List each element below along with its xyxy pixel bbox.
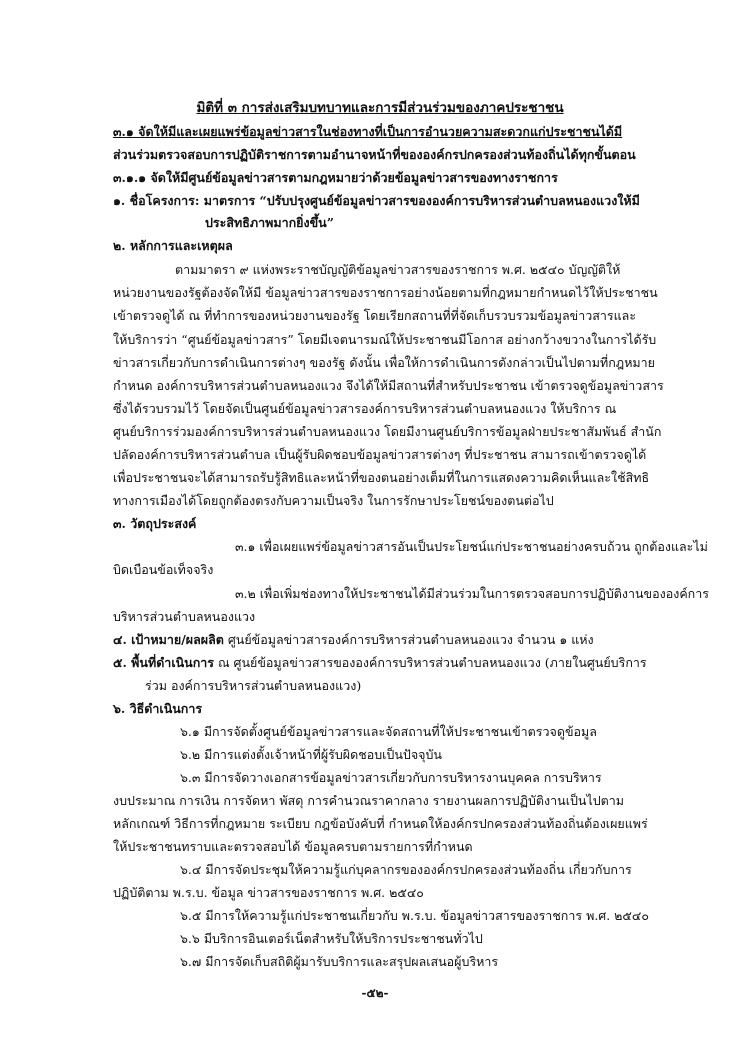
- method-6-4-line: ๖.๔ มีการจัดประชุมให้ความรู้แก่บุคลากรขององค์กรปกครองส่วนท้องถิ่น เกี่ยวกับการ: [180, 862, 632, 877]
- project-name-line-2: ประสิทธิภาพมากยิ่งขึ้น”: [205, 215, 334, 230]
- principles-line: ทางการเมืองได้โดยถูกต้องตรงกับความเป็นจริง ในการรักษาประโยชน์ของตนต่อไป: [113, 493, 554, 508]
- objective-3-2-line-2: บริหารส่วนตำบลหนองแวง: [113, 609, 256, 624]
- target-output: [113, 630, 653, 650]
- section-3-1-1-heading: ๓.๑.๑ จัดให้มีศูนย์ข้อมูลข่าวสารตามกฎหมายว่าด้วยข้อมูลข่าวสารของทางราชการ: [113, 170, 558, 185]
- principles-line: หน่วยงานของรัฐต้องจัดให้มี ข้อมูลข่าวสารของราชการอย่างน้อยตามที่กฎหมายกำหนดไว้ให้ประชาชน: [113, 285, 658, 300]
- target-output-label: ๔. เป้าหมาย/ผลผลิต: [113, 632, 224, 647]
- method-6-2: ๖.๒ มีการแต่งตั้งเจ้าหน้าที่ผู้รับผิดชอบเป็นปัจจุบัน: [180, 747, 442, 762]
- principles-line: ข่าวสารเกี่ยวกับการดำเนินการต่างๆ ของรัฐ ดังนั้น เพื่อให้การดำเนินการดังกล่าวเป็นไปตามที่กฎหมาย: [113, 355, 656, 370]
- method-6-1: ๖.๑ มีการจัดตั้งศูนย์ข้อมูลข่าวสารและจัดสถานที่ให้ประชาชนเข้าตรวจดูข้อมูล: [180, 724, 597, 739]
- principles-line: ให้บริการว่า “ศูนย์ข้อมูลข่าวสาร” โดยมีเจตนารมณ์ให้ประชาชนมีโอกาส อย่างกว้างขวางในการได้รับ: [113, 332, 657, 347]
- page-number: -๕๒-: [361, 986, 389, 1000]
- method-6-4-line: ปฏิบัติตาม พ.ร.บ. ข้อมูล ข่าวสารของราชการ พ.ศ. ๒๕๔๐: [113, 885, 424, 900]
- project-name-line-1: ๑. ชื่อโครงการ: มาตรการ “ปรับปรุงศูนย์ข้อมูลข่าวสารขององค์การบริหารส่วนตำบลหนองแวงให้มี: [113, 193, 640, 208]
- operation-area: [113, 653, 653, 673]
- operation-area-text: ณ ศูนย์ข้อมูลข่าวสารขององค์การบริหารส่วนตำบลหนองแวง (ภายในศูนย์บริการ: [214, 655, 647, 670]
- objective-3-1-line-2: บิดเบือนข้อเท็จจริง: [113, 562, 214, 577]
- section-3-1-heading-line-2: ส่วนร่วมตรวจสอบการปฏิบัติราชการตามอำนาจหน้าที่ขององค์กรปกครองส่วนท้องถิ่นได้ทุกขั้นตอน: [113, 147, 636, 162]
- operation-area-line-2: ร่วม องค์การบริหารส่วนตำบลหนองแวง): [145, 678, 362, 693]
- principles-line: เข้าตรวจดูได้ ณ ที่ทำการของหน่วยงานของรัฐ โดยเรียกสถานที่ที่จัดเก็บรวบรวมข้อมูลข่าวสารและ: [113, 308, 637, 323]
- principles-line: ตามมาตรา ๙ แห่งพระราชบัญญัติข้อมูลข่าวสารของราชการ พ.ศ. ๒๕๔๐ บัญญัติให้: [175, 262, 621, 277]
- section-3-1-heading-line-1: ๓.๑ จัดให้มีและเผยแพร่ข้อมูลข่าวสารในช่องทางที่เป็นการอำนวยความสะดวกแก่ประชาชนได้มี: [113, 124, 623, 139]
- heading-objectives: ๓. วัตถุประสงค์: [113, 516, 197, 531]
- method-6-7: ๖.๗ มีการจัดเก็บสถิติผู้มารับบริการและสรุปผลเสนอผู้บริหาร: [180, 954, 499, 969]
- objective-3-1-line-1: ๓.๑ เพื่อเผยแพร่ข้อมูลข่าวสารอันเป็นประโยชน์แก่ประชาชนอย่างครบถ้วน ถูกต้องและไม่: [235, 539, 708, 554]
- objective-3-2-line-1: ๓.๒ เพื่อเพิ่มช่องทางให้ประชาชนได้มีส่วนร่วมในการตรวจสอบการปฏิบัติงานขององค์การ: [235, 586, 709, 601]
- principles-line: กำหนด องค์การบริหารส่วนตำบลหนองแวง จึงได้ให้มีสถานที่สำหรับประชาชน เข้าตรวจดูข้อมูลข่าวสาร: [113, 378, 664, 393]
- principles-line: เพื่อประชาชนจะได้สามารถรับรู้สิทธิและหน้าที่ของตนอย่างเต็มที่ในการแสดงความคิดเห็นและใช้สิทธิ: [113, 470, 650, 485]
- method-6-3-line: ๖.๓ มีการจัดวางเอกสารข้อมูลข่าวสารเกี่ยวกับการบริหารงานบุคคล การบริหาร: [180, 770, 602, 785]
- page-title: มิติที่ ๓ การส่งเสริมบทบาทและการมีส่วนร่วมของภาคประชาชน: [196, 100, 564, 116]
- method-6-6: ๖.๖ มีบริการอินเตอร์เน็ตสำหรับให้บริการประชาชนทั่วไป: [180, 931, 483, 946]
- method-6-5: ๖.๕ มีการให้ความรู้แก่ประชาชนเกี่ยวกับ พ.ร.บ. ข้อมูลข่าวสารของราชการ พ.ศ. ๒๕๔๐: [180, 908, 649, 923]
- heading-principles: ๒. หลักการและเหตุผล: [113, 238, 233, 253]
- method-6-3-line: งบประมาณ การเงิน การจัดหา พัสดุ การคำนวณราคากลาง รายงานผลการปฏิบัติงานเป็นไปตาม: [113, 793, 625, 808]
- principles-line: ปลัดองค์การบริหารส่วนตำบล เป็นผู้รับผิดชอบข้อมูลข่าวสารต่างๆ ที่ประชาชน สามารถเข้าตรวจดูได้: [113, 447, 647, 462]
- principles-line: ซึ่งได้รวบรวมไว้ โดยจัดเป็นศูนย์ข้อมูลข่าวสารองค์การบริหารส่วนตำบลหนองแวง ให้บริการ ณ: [113, 401, 617, 416]
- operation-area-label: ๕. พื้นที่ดำเนินการ: [113, 655, 214, 670]
- target-output-text: ศูนย์ข้อมูลข่าวสารองค์การบริหารส่วนตำบลหนองแวง จำนวน ๑ แห่ง: [223, 632, 594, 647]
- principles-line: ศูนย์บริการร่วมองค์การบริหารส่วนตำบลหนองแวง โดยมีงานศูนย์บริการข้อมูลฝ่ายประชาสัมพันธ์ สำนัก: [113, 424, 662, 439]
- heading-methods: ๖. วิธีดำเนินการ: [113, 701, 203, 716]
- method-6-3-line: หลักเกณฑ์ วิธีการที่กฎหมาย ระเบียบ กฎข้อบังคับที่ กำหนดให้องค์กรปกครองส่วนท้องถิ่นต้องเผยแพร่: [113, 816, 648, 831]
- method-6-3-line: ให้ประชาชนทราบและตรวจสอบได้ ข้อมูลครบตามรายการที่กำหนด: [113, 839, 473, 854]
